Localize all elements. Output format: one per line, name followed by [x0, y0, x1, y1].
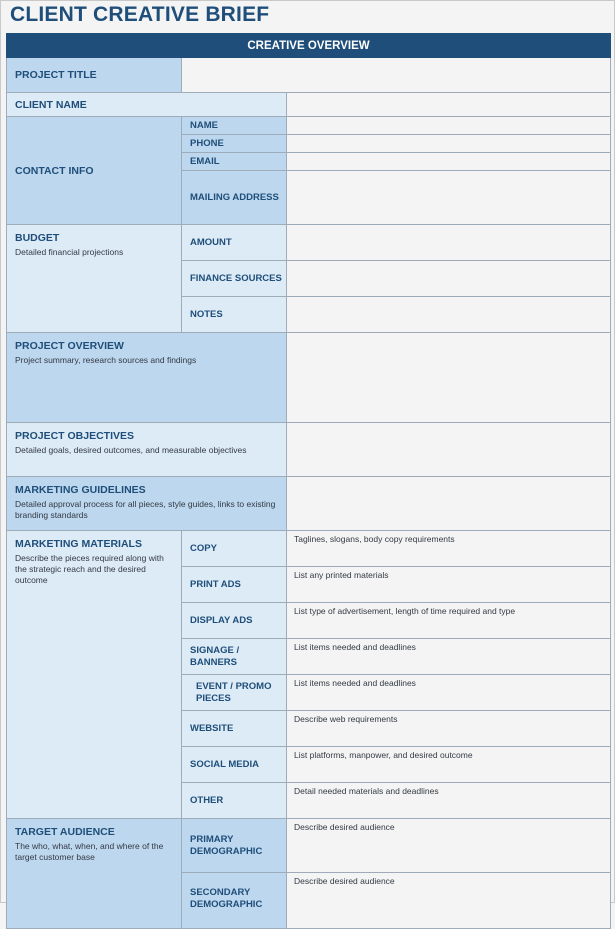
target-audience-label [6, 819, 182, 929]
project-title-field[interactable] [182, 58, 611, 93]
contact-info-label [6, 117, 182, 225]
contact-email-label: EMAIL [182, 153, 287, 171]
contact-address-field[interactable] [287, 171, 611, 225]
budget-desc: Detailed financial projections [15, 247, 124, 257]
contact-email-field[interactable] [287, 153, 611, 171]
project-objectives-label [6, 423, 287, 477]
project-title-text: PROJECT TITLE [15, 69, 97, 81]
contact-phone-label: PHONE [182, 135, 287, 153]
page-title: CLIENT CREATIVE BRIEF [10, 3, 270, 26]
display-ads-field[interactable]: List type of advertisement, length of time required and type [287, 603, 611, 639]
contact-info-text: CONTACT INFO [15, 164, 94, 177]
event-promo-field[interactable]: List items needed and deadlines [287, 675, 611, 711]
project-overview-label [6, 333, 287, 423]
project-objectives-field[interactable] [287, 423, 611, 477]
budget-notes-label: NOTES [182, 297, 287, 333]
project-title-label [6, 58, 182, 93]
budget-sources-label: FINANCE SOURCES [182, 261, 287, 297]
primary-demographic-label: PRIMARY DEMOGRAPHIC [182, 819, 287, 873]
contact-name-label: NAME [182, 117, 287, 135]
secondary-demographic-field[interactable]: Describe desired audience [287, 873, 611, 929]
project-overview-desc: Project summary, research sources and findings [15, 355, 197, 365]
marketing-guidelines-label [6, 477, 287, 531]
print-ads-label: PRINT ADS [182, 567, 287, 603]
copy-field[interactable]: Taglines, slogans, body copy requirements [287, 531, 611, 567]
budget-label [6, 225, 182, 333]
print-ads-field[interactable]: List any printed materials [287, 567, 611, 603]
target-audience-title: TARGET AUDIENCE [15, 826, 115, 838]
marketing-guidelines-title: MARKETING GUIDELINES [15, 484, 146, 496]
other-field[interactable]: Detail needed materials and deadlines [287, 783, 611, 819]
social-media-label: SOCIAL MEDIA [182, 747, 287, 783]
signage-banners-field[interactable]: List items needed and deadlines [287, 639, 611, 675]
copy-label: COPY [182, 531, 287, 567]
project-objectives-desc: Detailed goals, desired outcomes, and measurable objectives [15, 445, 247, 455]
project-overview-title: PROJECT OVERVIEW [15, 340, 124, 352]
contact-name-field[interactable] [287, 117, 611, 135]
marketing-materials-title: MARKETING MATERIALS [15, 538, 142, 550]
website-label: WEBSITE [182, 711, 287, 747]
marketing-materials-desc: Describe the pieces required along with the strategic reach and the desired outcome [15, 553, 164, 585]
marketing-guidelines-desc: Detailed approval process for all pieces, style guides, links to existing branding standards [15, 499, 276, 520]
client-name-text: CLIENT NAME [15, 98, 87, 111]
contact-address-label: MAILING ADDRESS [182, 171, 287, 225]
budget-amount-label: AMOUNT [182, 225, 287, 261]
signage-banners-label: SIGNAGE / BANNERS [182, 639, 287, 675]
event-promo-label: EVENT / PROMO PIECES [182, 675, 287, 711]
budget-notes-field[interactable] [287, 297, 611, 333]
primary-demographic-field[interactable]: Describe desired audience [287, 819, 611, 873]
other-label: OTHER [182, 783, 287, 819]
secondary-demographic-label: SECONDARY DEMOGRAPHIC [182, 873, 287, 929]
budget-sources-field[interactable] [287, 261, 611, 297]
project-overview-field[interactable] [287, 333, 611, 423]
budget-amount-field[interactable] [287, 225, 611, 261]
client-name-field[interactable] [287, 93, 611, 117]
marketing-guidelines-field[interactable] [287, 477, 611, 531]
budget-title: BUDGET [15, 232, 60, 244]
marketing-materials-label [6, 531, 182, 819]
target-audience-desc: The who, what, when, and where of the target customer base [15, 841, 164, 862]
client-name-label [6, 93, 287, 117]
section-header: CREATIVE OVERVIEW [6, 33, 611, 58]
website-field[interactable]: Describe web requirements [287, 711, 611, 747]
social-media-field[interactable]: List platforms, manpower, and desired outcome [287, 747, 611, 783]
brief-table [6, 33, 611, 913]
display-ads-label: DISPLAY ADS [182, 603, 287, 639]
contact-phone-field[interactable] [287, 135, 611, 153]
project-objectives-title: PROJECT OBJECTIVES [15, 430, 135, 442]
